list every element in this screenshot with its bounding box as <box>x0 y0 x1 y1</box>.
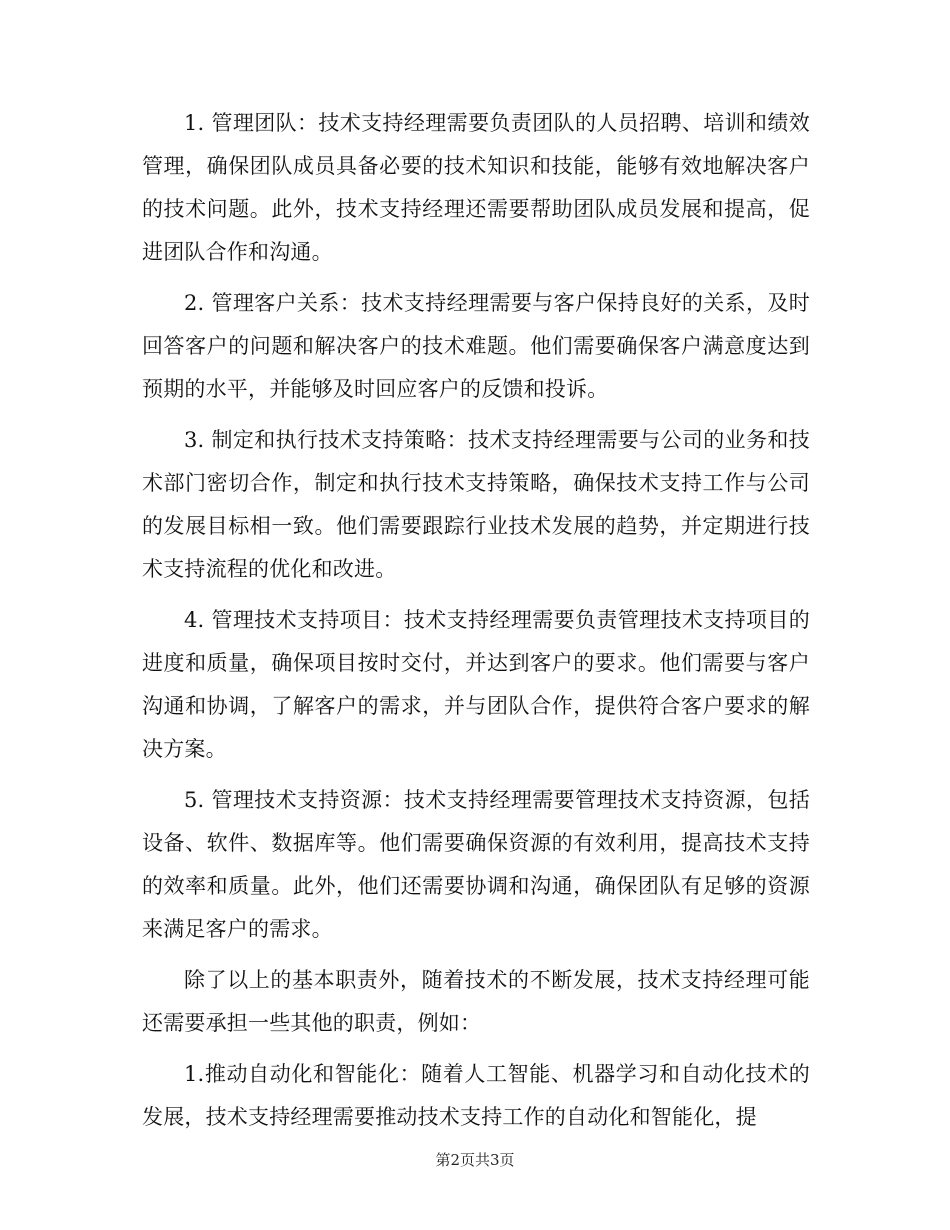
document-body <box>142 102 810 1147</box>
paragraph-manage-team: 1. 管理团队：技术支持经理需要负责团队的人员招聘、培训和绩效管理，确保团队成员具备必要的技术知识和技能，能够有效地解决客户的技术问题。此外，技术支持经理还需要帮助团队成员发展和提高，促进团队合作和沟通。 <box>142 111 810 264</box>
paragraph-manage-customer-relations: 2. 管理客户关系：技术支持经理需要与客户保持良好的关系，及时回答客户的问题和解决客户的技术难题。他们需要确保客户满意度达到预期的水平，并能够及时回应客户的反馈和投诉。 <box>142 291 810 401</box>
paragraph-automation: 1.推动自动化和智能化：随着人工智能、机器学习和自动化技术的发展，技术支持经理需要推动技术支持工作的自动化和智能化，提 <box>142 1062 810 1129</box>
paragraph-support-strategy: 3. 制定和执行技术支持策略：技术支持经理需要与公司的业务和技术部门密切合作，制定和执行技术支持策略，确保技术支持工作与公司的发展目标相一致。他们需要跟踪行业技术发展的趋势，并定期进行技术支持流程的优化和改进。 <box>142 428 810 581</box>
paragraph-support-projects: 4. 管理技术支持项目：技术支持经理需要负责管理技术支持项目的进度和质量，确保项目按时交付，并达到客户的要求。他们需要与客户沟通和协调，了解客户的需求，并与团队合作，提供符合客户要求的解决方案。 <box>142 608 810 761</box>
paragraph-other-duties-intro: 除了以上的基本职责外，随着技术的不断发展，技术支持经理可能还需要承担一些其他的职责，例如： <box>142 968 810 1035</box>
page-number-footer: 第2页共3页 <box>435 1151 515 1169</box>
paragraph-support-resources: 5. 管理技术支持资源：技术支持经理需要管理技术支持资源，包括设备、软件、数据库等。他们需要确保资源的有效利用，提高技术支持的效率和质量。此外，他们还需要协调和沟通，确保团队有足够的资源来满足客户的需求。 <box>142 788 810 941</box>
